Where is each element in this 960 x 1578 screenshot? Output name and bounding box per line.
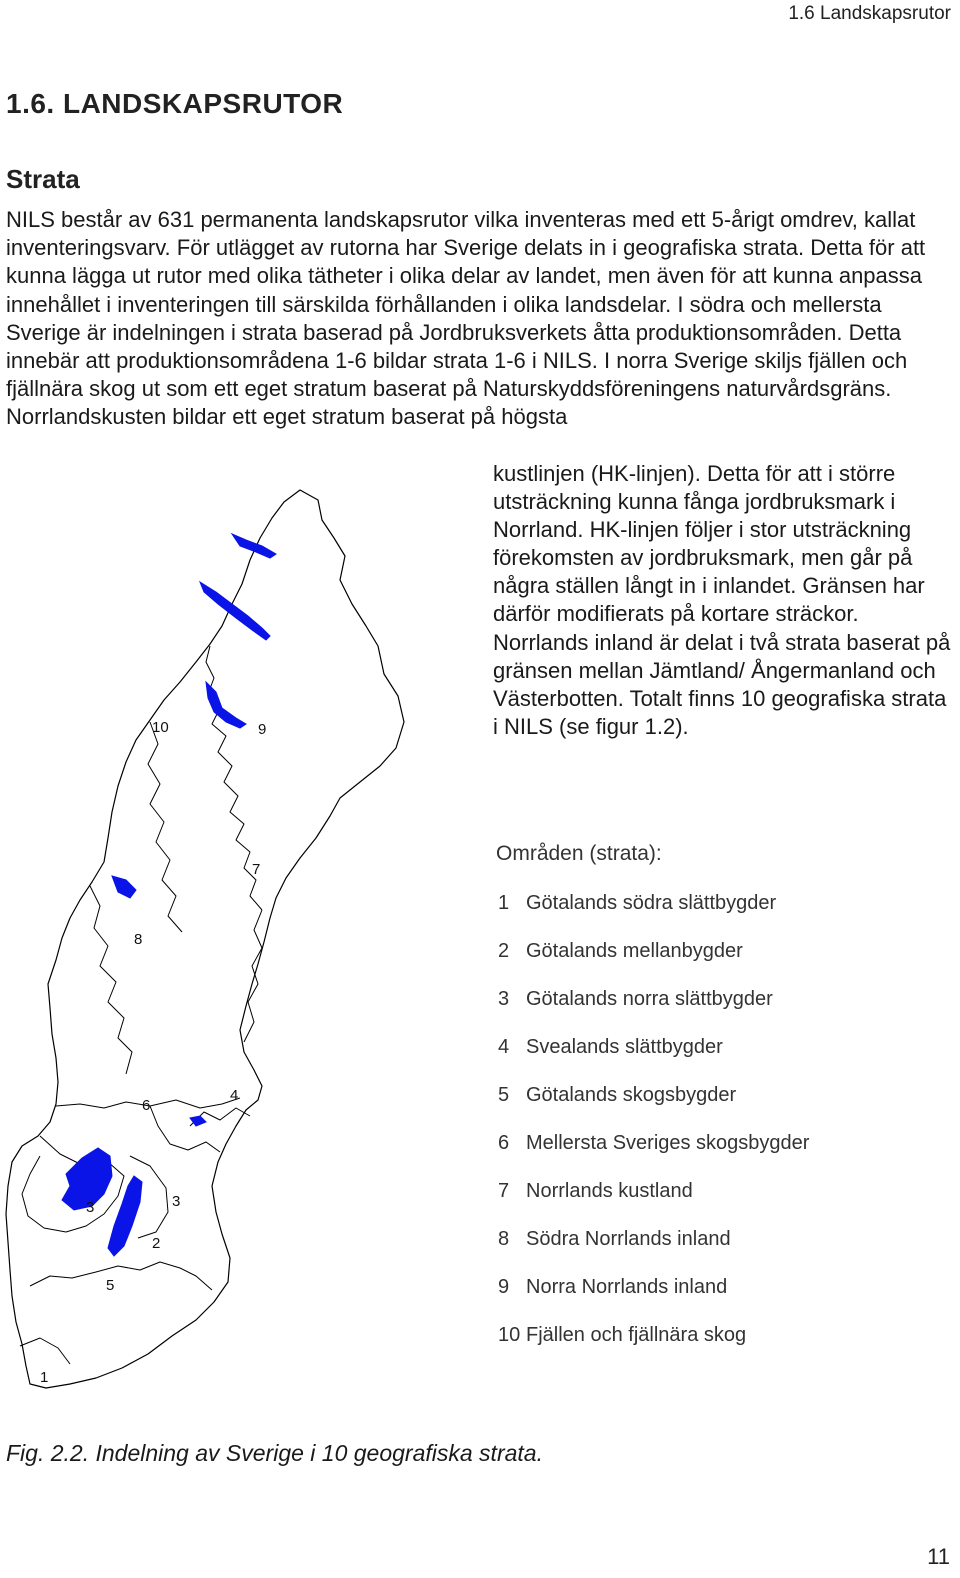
map-label-7: 7: [252, 861, 261, 878]
map-label-3-west: 3: [86, 1199, 95, 1216]
map-label-9: 9: [258, 721, 267, 738]
legend-number: 7: [498, 1180, 510, 1202]
legend-label: Götalands norra slättbygder: [526, 988, 773, 1010]
legend-number: 1: [498, 892, 510, 914]
map-label-3-east: 3: [172, 1193, 181, 1210]
map-region-labels: [40, 719, 266, 1386]
map-label-6: 6: [142, 1097, 151, 1114]
legend-item: [498, 940, 743, 963]
page-number: 11: [927, 1544, 950, 1569]
legend-label: Mellersta Sveriges skogsbygder: [526, 1132, 810, 1154]
figure-caption: Fig. 2.2. Indelning av Sverige i 10 geografiska strata.: [6, 1440, 543, 1466]
legend-number: 6: [498, 1132, 510, 1154]
legend-label: Norrlands kustland: [526, 1180, 693, 1202]
map-label-1: 1: [40, 1369, 49, 1386]
legend-item: [498, 1276, 727, 1299]
legend-label: Södra Norrlands inland: [526, 1228, 731, 1250]
legend-title: Områden (strata):: [496, 842, 662, 865]
legend-item: [498, 1084, 736, 1107]
legend-label: Fjällen och fjällnära skog: [526, 1324, 747, 1346]
legend-label: Götalands södra slättbygder: [526, 892, 777, 914]
legend-number: 5: [498, 1084, 510, 1106]
sweden-strata-map: [0, 486, 490, 1406]
legend-number: 4: [498, 1036, 510, 1058]
legend-item: [498, 1324, 746, 1347]
legend-item: [498, 988, 773, 1011]
map-label-2: 2: [152, 1235, 161, 1252]
legend-item: [498, 1036, 723, 1059]
map-label-8: 8: [134, 931, 143, 948]
section-title: 1.6. LANDSKAPSRUTOR: [6, 88, 344, 119]
subsection-title: Strata: [6, 164, 80, 194]
legend-number: 2: [498, 940, 510, 962]
legend-label: Götalands skogsbygder: [526, 1084, 737, 1106]
strata-boundaries: [20, 646, 262, 1364]
legend-item: [498, 1228, 731, 1251]
map-label-5: 5: [106, 1277, 115, 1294]
legend-number: 8: [498, 1228, 510, 1250]
country-outline: [6, 490, 404, 1388]
legend-number: 3: [498, 988, 510, 1010]
legend-label: Norra Norrlands inland: [526, 1276, 728, 1298]
legend-number: 9: [498, 1276, 510, 1298]
map-label-10: 10: [152, 719, 169, 736]
body-paragraph-wrapped: kustlinjen (HK-linjen). Detta för att i större utsträckning kunna fånga jordbruksmark i Norrland. HK-linjen följer i stor utsträckning förekomsten av jordbruksmark, men går på några ställen långt in i inlandet. Gränsen har därför modifierats på kortare sträckor. Norrlands inland är delat i två strata baserat på gränsen mellan Jämtland/ Ångermanland och Västerbotten. Totalt finns 10 geografiska strata i NILS (se figur 1.2).: [493, 461, 951, 739]
legend-label: Svealands slättbygder: [526, 1036, 723, 1058]
running-header: 1.6 Landskapsrutor: [788, 3, 951, 24]
legend-item: [498, 892, 776, 915]
legend-number: 10: [498, 1324, 521, 1346]
legend-item: [498, 1180, 693, 1203]
legend-item: [498, 1132, 809, 1155]
map-label-4: 4: [230, 1087, 239, 1104]
legend-label: Götalands mellanbygder: [526, 940, 743, 962]
body-paragraph-full-width: NILS består av 631 permanenta landskapsrutor vilka inventeras med ett 5-årigt omdrev, kallat inventeringsvarv. För utlägget av rutorna har Sverige delats in i geografiska strata. Detta för att kunna lägga ut rutor med olika tätheter i olika delar av landet, men även för att kunna anpassa innehållet i inventeringen till särskilda förhållanden i olika landsdelar. I södra och mellersta Sverige är indelningen i strata baserad på Jordbruksverkets åtta produktionsområden. Detta innebär att produktionsområdena 1-6 bildar strata 1-6 i NILS. I norra Sverige skiljs fjällen och fjällnära skog ut som ett eget stratum baserat på Naturskyddsföreningens naturvårdsgräns. Norrlandskusten bildar ett eget stratum baserat på högsta: [6, 207, 926, 430]
